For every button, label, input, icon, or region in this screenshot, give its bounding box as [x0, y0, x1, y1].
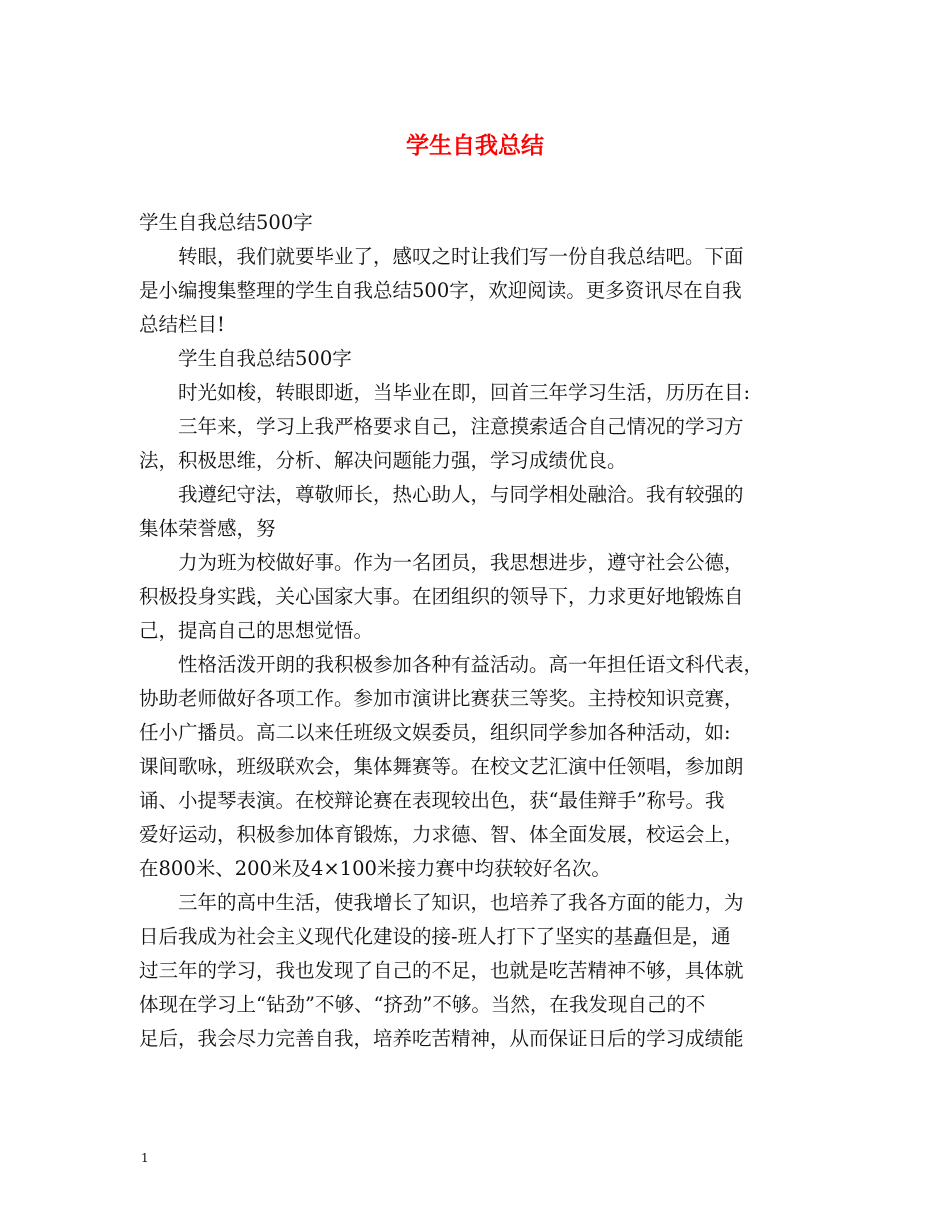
text-line: 日后我成为社会主义现代化建设的接-班人打下了坚实的基矗但是，通: [139, 925, 731, 948]
text-line: 学生自我总结500字: [139, 211, 313, 234]
text-line: 集体荣誉感，努: [139, 517, 276, 540]
text-line: 足后，我会尽力完善自我，培养吃苦精神，从而保证日后的学习成绩能: [139, 1027, 744, 1050]
text-line: 法，积极思维，分析、解决问题能力强，学习成绩优良。: [139, 449, 627, 472]
text-line: 力为班为校做好事。作为一名团员，我思想进步，遵守社会公德，: [178, 551, 744, 574]
text-line: 时光如梭，转眼即逝，当毕业在即，回首三年学习生活，历历在目:: [178, 381, 751, 404]
text-line: 体现在学习上“钻劲”不够、“挤劲”不够。当然，在我发现自己的不: [139, 993, 706, 1016]
text-line: 三年来，学习上我严格要求自己，注意摸索适合自己情况的学习方: [178, 415, 744, 438]
text-line: 己，提高自己的思想觉悟。: [139, 619, 374, 642]
text-line: 是小编搜集整理的学生自我总结500字，欢迎阅读。更多资讯尽在自我: [139, 279, 742, 302]
text-line: 积极投身实践，关心国家大事。在团组织的领导下，力求更好地锻炼自: [139, 585, 744, 608]
text-line: 学生自我总结500字: [178, 347, 352, 370]
document-title: 学生自我总结: [406, 132, 544, 159]
text-line: 任小广播员。高二以来任班级文娱委员，组织同学参加各种活动，如:: [139, 721, 731, 744]
text-line: 总结栏目!: [139, 313, 225, 336]
text-line: 转眼，我们就要毕业了，感叹之时让我们写一份自我总结吧。下面: [178, 245, 744, 268]
text-line: 三年的高中生活，使我增长了知识，也培养了我各方面的能力，为: [178, 891, 744, 914]
text-line: 诵、小提琴表演。在校辩论赛在表现较出色，获“最佳辩手”称号。我: [139, 789, 725, 812]
text-line: 我遵纪守法，尊敬师长，热心助人，与同学相处融洽。我有较强的: [178, 483, 744, 506]
text-line: 在800米、200米及4×100米接力赛中均获较好名次。: [139, 857, 611, 880]
text-line: 性格活泼开朗的我积极参加各种有益活动。高一年担任语文科代表，: [178, 653, 764, 676]
text-line: 爱好运动，积极参加体育锻炼，力求德、智、体全面发展，校运会上，: [139, 823, 744, 846]
text-line: 过三年的学习，我也发现了自己的不足，也就是吃苦精神不够，具体就: [139, 959, 744, 982]
page-number: 1: [141, 1151, 149, 1165]
text-line: 课间歌咏，班级联欢会，集体舞赛等。在校文艺汇演中任领唱，参加朗: [139, 755, 744, 778]
text-line: 协助老师做好各项工作。参加市演讲比赛获三等奖。主持校知识竞赛，: [139, 687, 744, 710]
document-body: [139, 206, 819, 1056]
